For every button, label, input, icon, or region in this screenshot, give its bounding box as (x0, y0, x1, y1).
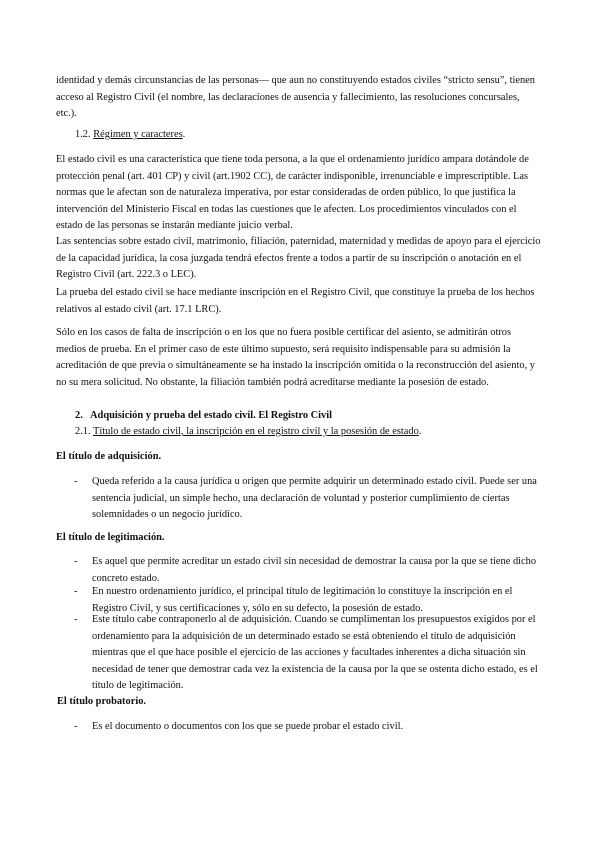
section-1-2-title: Régimen y caracteres (93, 129, 183, 140)
paragraph-prueba: La prueba del estado civil se hace mediante inscripción en el Registro Civil, que constituye la prueba de los hechos relativos al estado civil (art. 17.1 LRC). (56, 287, 535, 315)
list-item-legitimacion-1: Es aquel que permite acreditar un estado civil sin necesidad de demostrar la causa por la que se tiene dicho concreto estado. (92, 556, 537, 584)
paragraph-estado-civil: El estado civil es una característica que tiene toda persona, a la que el ordenamiento jurídico ampara dotándole de protección penal (art. 401 CP) y civil (art.1902 CC), de carácter indisponible, irrenunciable e imprescriptible. Las normas que le afectan son de naturaleza imperativa, por estar consideradas de orden público, lo que justifica la intervención del Ministerio Fiscal en todas las cuestiones que le afecten. Los procedimientos vinculados con el estado de las personas se instarán mediante juicio verbal. (56, 154, 529, 232)
bullet-dash: - (74, 476, 78, 487)
section-2-1-heading (75, 424, 421, 441)
bullet-dash: - (74, 556, 78, 567)
list-item-legitimacion-2: En nuestro ordenamiento jurídico, el principal título de legitimación lo constituye la inscripción en el Registro Civil, y sus certificaciones y, sólo en su defecto, la posesión de estado. (92, 586, 513, 614)
section-2-title: Adquisición y prueba del estado civil. El Registro Civil (90, 410, 333, 421)
titulo-adquisicion-heading-text: El título de adquisición (56, 451, 159, 462)
section-2-heading (75, 408, 332, 425)
bullet-dash: - (74, 721, 78, 732)
section-1-2-period: . (182, 129, 186, 140)
paragraph-sentencias: Las sentencias sobre estado civil, matrimonio, filiación, paternidad, maternidad y medidas de apoyo para el ejercicio de la capacidad jurídica, la cosa juzgada tendrá efectos frente a todos a partir de su inscripción o anotación en el Registro Civil (art. 222.3 o LEC). (56, 236, 541, 281)
titulo-legitimacion-heading (56, 530, 165, 547)
paragraph-falta-inscripcion: Sólo en los casos de falta de inscripción o en los que no fuera posible certificar del asiento, se admitirán otros medios de prueba. En el primer caso de este último supuesto, será requisito indispensable para su admisión la acreditación de que previa o simultáneamente se ha instado la inscripción omitida o la reconstrucción del asiento, y no su mera solicitud. No obstante, la filiación también podrá acreditarse mediante la posesión de estado. (56, 327, 535, 388)
section-2-1-period: . (418, 426, 422, 437)
titulo-probatorio-period: . (143, 696, 147, 707)
section-2-1-title: Título de estado civil, la inscripción en el registro civil y la posesión de estado (93, 426, 419, 437)
list-item-adquisicion-1: Queda referido a la causa jurídica u origen que permite adquirir un determinado estado civil. Puede ser una sentencia judicial, un simple hecho, una declaración de voluntad y posterior cumplimiento de ciertas solemnidades o un negocio jurídico. (92, 476, 537, 521)
titulo-legitimacion-period: . (161, 532, 165, 543)
bullet-dash: - (74, 586, 78, 597)
titulo-legitimacion-heading-text: El título de legitimación (56, 532, 162, 543)
titulo-adquisicion-period: . (158, 451, 162, 462)
list-item-legitimacion-3: Este título cabe contraponerlo al de adquisición. Cuando se cumplimentan los presupuestos exigidos por el ordenamiento para la adquisición de un determinado estado se está obteniendo el título de adquisición mientras que el que hace posible el ejercicio de las acciones y facultades inherentes a dicha situación sin necesidad de tener que demostrar cada vez la existencia de la causa por la que se ostenta dicho estado, es el título de legitimación. (92, 614, 538, 692)
section-2-1-number: 2.1. (75, 426, 91, 437)
titulo-adquisicion-heading (56, 449, 161, 466)
paragraph-intro-continuation: identidad y demás circunstancias de las personas— que aun no constituyendo estados civiles “stricto sensu”, tienen acceso al Registro Civil (el nombre, las declaraciones de ausencia y fallecimiento, las resoluciones concursales, etc.). (56, 75, 535, 120)
titulo-probatorio-heading (57, 694, 146, 711)
section-2-number: 2. (75, 410, 83, 421)
section-1-2-heading (75, 127, 185, 144)
list-item-probatorio-1: Es el documento o documentos con los que se puede probar el estado civil. (92, 721, 404, 732)
bullet-dash: - (74, 614, 78, 625)
titulo-probatorio-heading-text: El título probatorio (57, 696, 144, 707)
section-1-2-number: 1.2. (75, 129, 91, 140)
